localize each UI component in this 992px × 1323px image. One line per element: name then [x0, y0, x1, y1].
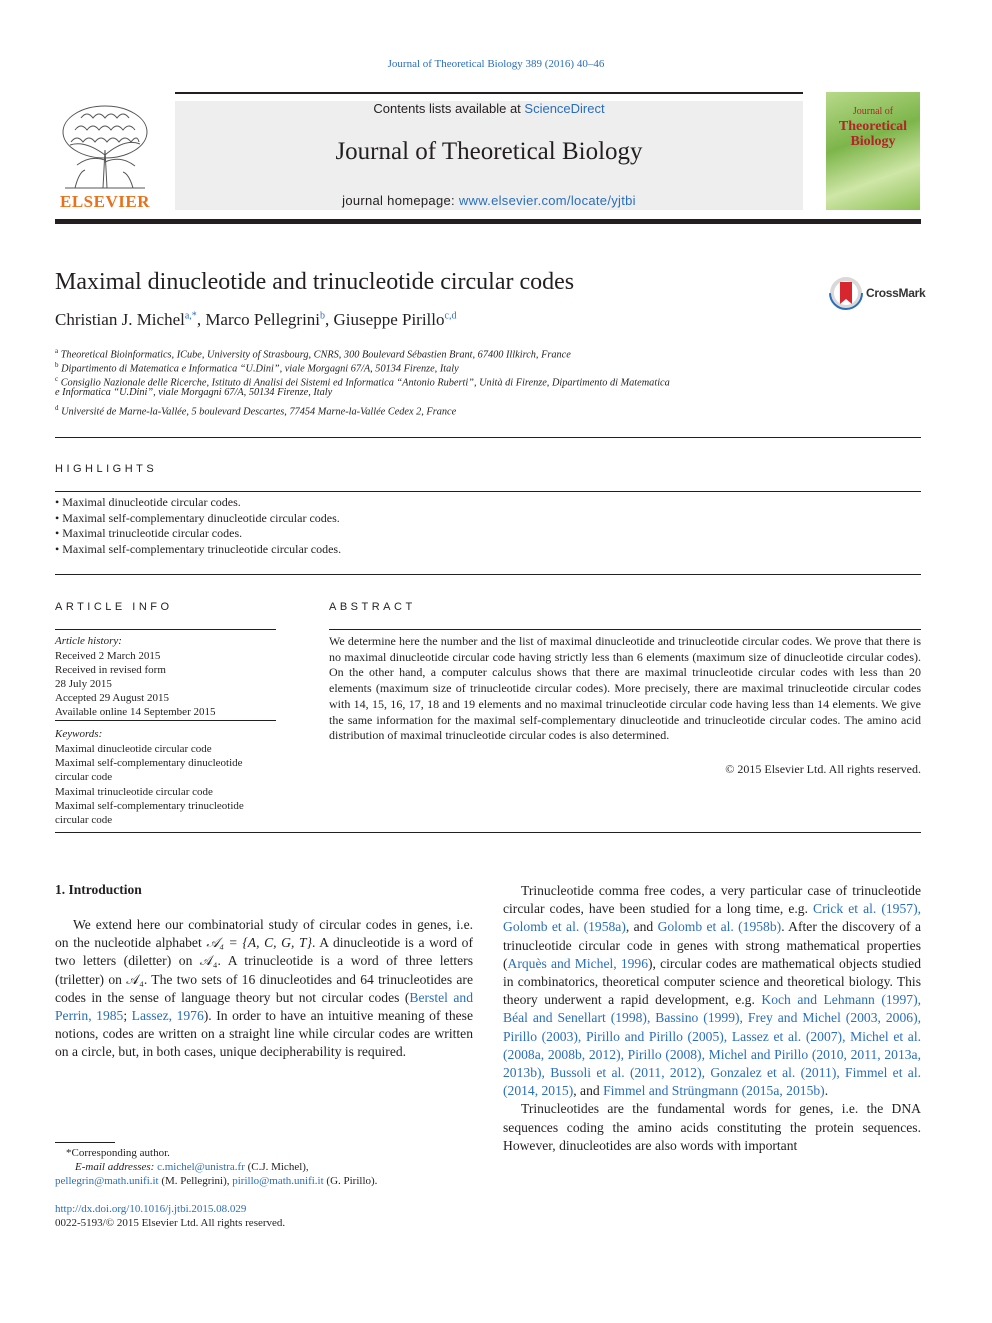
alphabet-formula: 𝒜₄ = {A, C, G, T} — [206, 935, 313, 951]
text-span: ). In order to have an intuitive meaning of these notions, codes are written on a straight line while circular codes are written on a circle, but, in both cases, unique decipherability is required. — [55, 1008, 473, 1060]
publisher-name: ELSEVIER — [60, 192, 150, 211]
author-affil-sup[interactable]: a,* — [184, 310, 197, 322]
divider — [55, 629, 276, 630]
paragraph: Trinucleotides are the fundamental words for genes, i.e. the DNA sequences coding the amino acids constituting the protein sequences. However, dinucleotides are also words with important — [503, 1101, 921, 1153]
affiliation-sup: b — [55, 361, 59, 369]
sciencedirect-link[interactable]: ScienceDirect — [524, 101, 605, 116]
highlight-item: • Maximal self-complementary dinucleotide circular codes. — [55, 511, 340, 525]
divider — [55, 437, 921, 438]
abstract-copyright: © 2015 Elsevier Ltd. All rights reserved. — [725, 762, 921, 776]
citation-link[interactable]: Arquès and Michel, 1996 — [507, 955, 649, 971]
masthead-top-rule — [175, 92, 803, 94]
text-span: . After the discovery of a trinucleotide circular code in genes with strong mathematical properties ( — [503, 919, 921, 971]
abstract-heading: ABSTRACT — [329, 601, 416, 613]
history-item: Available online 14 September 2015 — [55, 706, 216, 718]
author-name: Christian J. Michel — [55, 310, 185, 329]
highlight-item: • Maximal self-complementary trinucleotide circular codes. — [55, 542, 342, 556]
citation-link[interactable]: Koch and Lehmann (1997), Béal and Senellart (1998), Bassino (1999), Frey and Michel (2003, 2006), Pirillo (2003), Pirillo and Pirillo (2005), Lassez et al. (2007), Michel et al. (2008a, 2008b, 2012), Pirillo (2008), Michel and Pirillo (2010, 2011, 2013a, 2013b), Bussoli et al. (2011, 2012), Gonzalez et al. (2011), Fimmel et al. (2014, 2015) — [503, 992, 921, 1099]
author-affil-sup[interactable]: b — [320, 310, 326, 322]
section-heading: 1. Introduction — [55, 882, 142, 897]
email-line — [75, 1160, 309, 1174]
text-span: . — [824, 1083, 829, 1099]
text-span: ; — [123, 1008, 132, 1024]
text-span: (C.J. Michel), — [244, 1161, 309, 1173]
footnote-rule — [55, 1142, 115, 1143]
author-name: Giuseppe Pirillo — [333, 310, 445, 329]
issn-line: 0022-5193/© 2015 Elsevier Ltd. All rights reserved. — [55, 1217, 286, 1229]
contents-prefix: Contents lists available at — [373, 101, 525, 116]
history-item: Accepted 29 August 2015 — [55, 692, 169, 704]
keyword: Maximal trinucleotide circular code — [55, 786, 213, 798]
affiliation — [55, 401, 456, 419]
text-span: We extend here our combinatorial study of circular codes in genes, i.e. on the nucleotide alphabet — [55, 917, 473, 951]
paragraph — [503, 882, 921, 1100]
highlight-item: • Maximal trinucleotide circular codes. — [55, 526, 243, 540]
text-span: ), circular codes are mathematical objects studied in combinatorics, theoretical computer science and theoretical biology. This theory underwent a rapid development, e.g. — [503, 955, 921, 1008]
text-span: . A dinucleotide is a word of two letters (diletter) on 𝒜₄. A trinucleotide is a word of three letters (triletter) on 𝒜₄. The two sets of 16 dinucleotides and 64 trinucleotides are codes in the sense of language theory but not circular codes ( — [55, 935, 473, 1005]
affiliation-text: Theoretical Bioinformatics, ICube, University of Strasbourg, CNRS, 300 Boulevard Sébastien Brant, 67400 Illkirch, France — [60, 349, 571, 361]
affiliation-text: Université de Marne-la-Vallée, 5 boulevard Descartes, 77454 Marne-la-Vallée Cedex 2, France — [61, 406, 457, 418]
keyword: Maximal self-complementary trinucleotide — [55, 800, 244, 812]
affiliation-text: e Informatica “U.Dini”, viale Morgagni 67/A, 50134 Firenze, Italy — [55, 387, 333, 398]
cover-title-small: Journal of — [852, 106, 894, 117]
email-link[interactable]: c.michel@unistra.fr — [157, 1161, 245, 1173]
history-item: Received in revised form — [55, 664, 166, 676]
text-span: (M. Pellegrini), — [158, 1175, 233, 1187]
affiliation-text: Dipartimento di Matematica e Informatica “U.Dini”, viale Morgagni 67/A, 50134 Firenze, Italy — [61, 363, 459, 375]
crossmark-icon[interactable] — [829, 276, 863, 310]
text-span: (G. Pirillo). — [323, 1175, 378, 1187]
citation-link[interactable]: Fimmel and Strüngmann (2015a, 2015b) — [603, 1083, 825, 1099]
history-label: Article history: — [55, 635, 122, 647]
keyword: Maximal self-complementary dinucleotide — [55, 757, 243, 769]
author-name: Marco Pellegrini — [205, 310, 321, 329]
abstract-text: We determine here the number and the list of maximal dinucleotide and trinucleotide circular codes. We prove that there is no maximal dinucleotide circular code having strictly less than 6 elements (maximum size of dinucleotide circular codes). On the other hand, a computer calculus shows that there are maximal trinucleotide circular codes with less than 20 elements (maximum size of trinucleotide circular codes). More precisely, there are maximal trinucleotide circular codes with 14, 15, 16, 17, 18 and 19 elements and no maximal trinucleotide circular code having less than 14 elements. We give the same information for the maximal self-complementary dinucleotide and trinucleotide circular codes. The amino acid distribution of maximal trinucleotide circular codes is also determined. — [329, 634, 921, 743]
author-affil-sup[interactable]: c,d — [444, 310, 457, 322]
text-span: , and — [573, 1083, 604, 1099]
affiliation-sup: c — [55, 375, 59, 383]
affiliation-sup: a — [55, 347, 59, 355]
masthead-bottom-rule — [55, 219, 921, 224]
keyword: Maximal dinucleotide circular code — [55, 743, 212, 755]
running-header[interactable]: Journal of Theoretical Biology 389 (2016) 40–46 — [387, 58, 605, 70]
article-info-heading: ARTICLE INFO — [55, 601, 173, 613]
homepage-link[interactable]: www.elsevier.com/locate/yjtbi — [458, 193, 636, 208]
affiliation-text: Consiglio Nazionale delle Ricerche, Istituto di Analisi dei Sistemi ed Informatica “Antonio Ruberti”, Unità di Firenze, Dipartimento di Matematica — [60, 377, 670, 389]
divider — [55, 574, 921, 575]
divider — [55, 491, 921, 492]
divider — [55, 832, 921, 833]
doi-link[interactable]: http://dx.doi.org/10.1016/j.jtbi.2015.08.029 — [55, 1203, 247, 1215]
homepage-line — [175, 193, 803, 208]
email-link[interactable]: pellegrin@math.unifi.it — [55, 1175, 159, 1187]
journal-title: Journal of Theoretical Biology — [335, 138, 643, 165]
email-label: E-mail addresses: — [75, 1161, 158, 1173]
citation-link[interactable]: Crick et al. (1957), Golomb et al. (1958a) — [503, 901, 921, 935]
divider — [329, 629, 921, 630]
email-link[interactable]: pirillo@math.unifi.it — [232, 1175, 324, 1187]
text-span: Trinucleotide comma free codes, a very particular case of trinucleotide circular codes, have been studied for a long time, e.g. — [503, 883, 921, 917]
cover-title-main: Theoretical Biology — [838, 119, 908, 149]
citation-link[interactable]: Golomb et al. (1958b) — [657, 919, 782, 935]
intro-paragraph — [55, 916, 473, 1062]
homepage-prefix: journal homepage: — [342, 193, 459, 208]
keyword: circular code — [55, 814, 113, 826]
crossmark-label[interactable]: CrossMark — [866, 286, 926, 300]
citation-link[interactable]: Berstel and Perrin, 1985 — [55, 989, 473, 1024]
highlight-item: • Maximal dinucleotide circular codes. — [55, 495, 241, 509]
cover-title — [826, 104, 920, 149]
article-title: Maximal dinucleotide and trinucleotide circular codes — [55, 269, 575, 295]
history-item: 28 July 2015 — [55, 678, 112, 690]
email-line — [55, 1174, 377, 1188]
keywords-label: Keywords: — [55, 728, 103, 740]
intro-column-2 — [503, 882, 921, 1155]
citation-link[interactable]: Lassez, 1976 — [131, 1008, 204, 1024]
contents-line — [175, 101, 803, 116]
corresponding-author-note: *Corresponding author. — [66, 1147, 170, 1159]
affiliation-sup: d — [55, 404, 59, 412]
author-list: Christian J. Michel$^{a,*}$, Marco Pellegrini$^b$, Giuseppe Pirillo$^{c,d}$ — [55, 310, 457, 329]
text-span: , and — [625, 919, 658, 935]
divider — [55, 720, 276, 721]
affiliation — [55, 386, 332, 400]
history-item: Received 2 March 2015 — [55, 650, 161, 662]
keyword: circular code — [55, 771, 113, 783]
highlights-heading: HIGHLIGHTS — [55, 463, 158, 475]
